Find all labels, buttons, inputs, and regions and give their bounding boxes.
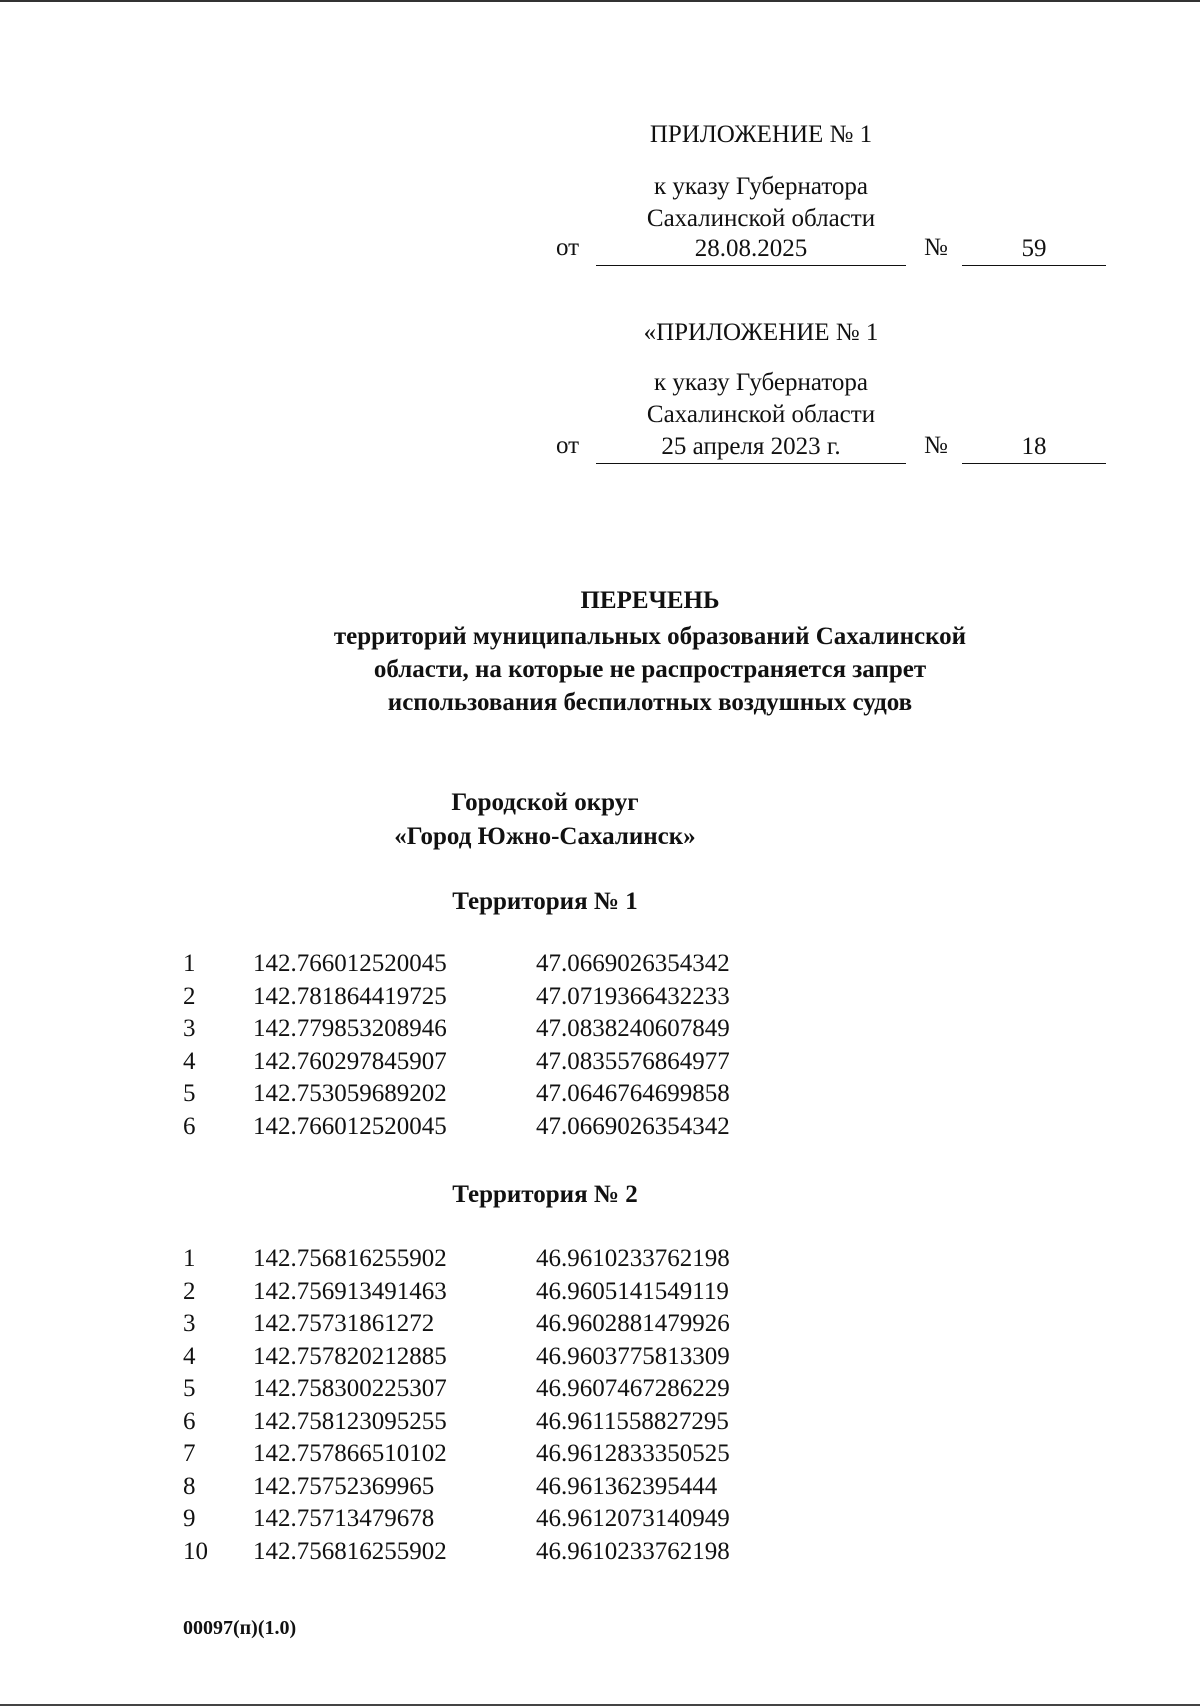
scan-bottom-edge: [0, 1704, 1200, 1706]
point-number: 8: [183, 1472, 196, 1500]
district-line-1: Городской округ: [451, 789, 639, 816]
point-number: 1: [183, 1245, 196, 1272]
point-longitude: 142.756816255902: [253, 1245, 447, 1272]
original-decree-date: 25 апреля 2023 г.: [596, 432, 906, 464]
point-latitude: 46.9602881479926: [536, 1310, 730, 1337]
ot-label: от: [556, 234, 580, 261]
point-latitude: 47.0669026354342: [536, 950, 730, 977]
decree-number: 59: [962, 234, 1106, 266]
point-latitude: 47.0669026354342: [536, 1112, 730, 1140]
point-number: 3: [183, 1015, 196, 1042]
point-longitude: 142.757820212885: [253, 1342, 447, 1370]
appendix-original-line1: к указу Губернатора: [653, 369, 869, 396]
decree-date: 28.08.2025: [596, 234, 906, 266]
point-latitude: 47.0646764699858: [536, 1080, 730, 1107]
appendix-current-heading: ПРИЛОЖЕНИЕ № 1: [649, 121, 873, 148]
point-longitude: 142.75713479678: [253, 1505, 435, 1532]
point-number: 2: [183, 1277, 196, 1305]
document-code: 00097(п)(1.0): [183, 1617, 297, 1639]
point-number: 6: [183, 1112, 196, 1140]
appendix-original-date-row: [556, 432, 1106, 466]
point-number: 2: [183, 982, 196, 1010]
territory-1-heading: Территория № 1: [452, 888, 638, 915]
appendix-current-line1: к указу Губернатора: [653, 173, 869, 200]
point-number: 10: [183, 1537, 208, 1565]
point-latitude: 46.9611558827295: [536, 1407, 729, 1435]
point-longitude: 142.766012520045: [253, 1112, 447, 1140]
point-number: 4: [183, 1342, 196, 1370]
point-number: 3: [183, 1310, 196, 1337]
point-number: 7: [183, 1440, 196, 1467]
point-longitude: 142.766012520045: [253, 950, 447, 977]
point-longitude: 142.753059689202: [253, 1080, 447, 1107]
point-number: 5: [183, 1375, 196, 1402]
point-number: 9: [183, 1505, 196, 1532]
point-longitude: 142.75731861272: [253, 1310, 435, 1337]
number-label: №: [924, 234, 948, 261]
appendix-current-date-row: [556, 234, 1106, 268]
point-longitude: 142.757866510102: [253, 1440, 447, 1467]
point-number: 1: [183, 950, 196, 977]
territory-2-heading: Территория № 2: [452, 1181, 638, 1208]
appendix-current-line2: Сахалинской области: [646, 205, 876, 232]
point-latitude: 47.0835576864977: [536, 1047, 730, 1075]
point-latitude: 46.9603775813309: [536, 1342, 730, 1370]
point-longitude: 142.756913491463: [253, 1277, 447, 1305]
document-title: ПЕРЕЧЕНЬ: [580, 587, 720, 614]
point-longitude: 142.75752369965: [253, 1472, 435, 1500]
point-longitude: 142.781864419725: [253, 982, 447, 1010]
scan-top-edge: [0, 0, 1200, 2]
appendix-original-line2: Сахалинской области: [646, 401, 876, 428]
point-number: 5: [183, 1080, 196, 1107]
point-latitude: 46.9607467286229: [536, 1375, 730, 1402]
point-latitude: 47.0719366432233: [536, 982, 730, 1010]
point-latitude: 46.9605141549119: [536, 1277, 729, 1305]
number-label: №: [924, 432, 948, 459]
appendix-original-heading: «ПРИЛОЖЕНИЕ № 1: [643, 319, 879, 346]
point-latitude: 46.9612833350525: [536, 1440, 730, 1467]
district-line-2: «Город Южно-Сахалинск»: [394, 823, 696, 850]
ot-label: от: [556, 432, 580, 459]
point-latitude: 46.961362395444: [536, 1472, 718, 1500]
subtitle-line-3: использования беспилотных воздушных судов: [387, 689, 913, 716]
point-longitude: 142.758300225307: [253, 1375, 447, 1402]
point-longitude: 142.756816255902: [253, 1537, 447, 1565]
point-latitude: 46.9610233762198: [536, 1245, 730, 1272]
point-latitude: 46.9610233762198: [536, 1537, 730, 1565]
point-longitude: 142.758123095255: [253, 1407, 447, 1435]
point-longitude: 142.760297845907: [253, 1047, 447, 1075]
subtitle-line-1: территорий муниципальных образований Сахалинской: [333, 623, 967, 650]
point-number: 6: [183, 1407, 196, 1435]
point-number: 4: [183, 1047, 196, 1075]
point-latitude: 46.9612073140949: [536, 1505, 730, 1532]
point-longitude: 142.779853208946: [253, 1015, 447, 1042]
point-latitude: 47.0838240607849: [536, 1015, 730, 1042]
subtitle-line-2: области, на которые не распространяется запрет: [373, 656, 927, 683]
original-decree-number: 18: [962, 432, 1106, 464]
